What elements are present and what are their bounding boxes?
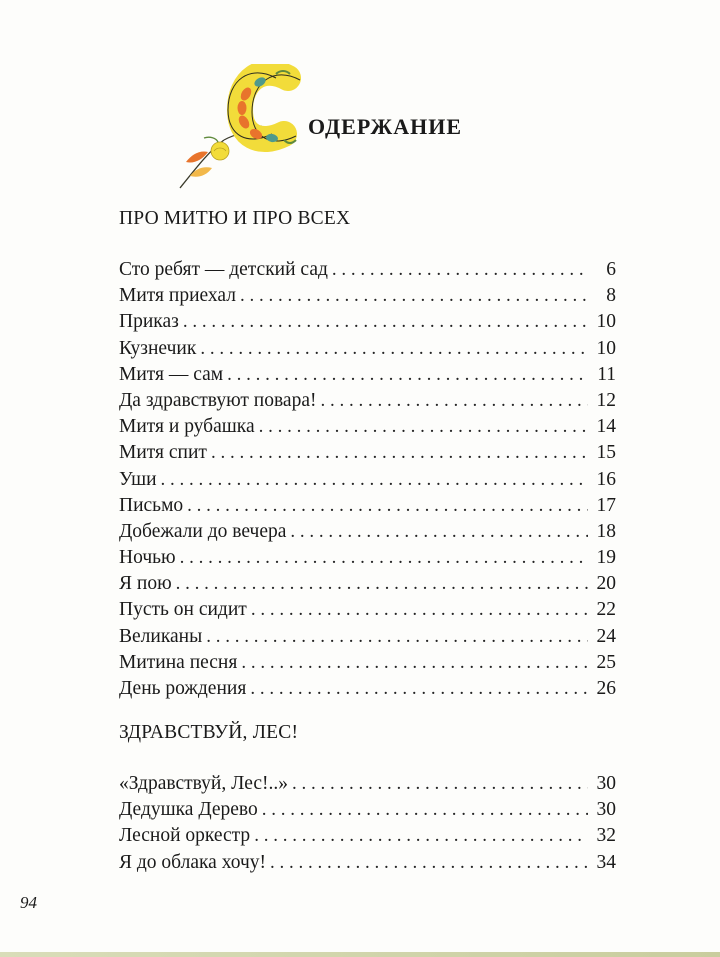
toc-entry-title: Добежали до вечера bbox=[119, 520, 287, 542]
toc-entry-title: День рождения bbox=[119, 678, 247, 699]
toc-entry-title: Я до облака хочу! bbox=[119, 851, 267, 873]
dot-leader bbox=[180, 545, 588, 571]
toc-entry-title: Уши bbox=[119, 468, 157, 490]
dot-leader bbox=[250, 676, 588, 702]
toc-entry-page: 10 bbox=[596, 311, 616, 333]
toc-entry-page: 16 bbox=[596, 468, 616, 490]
dot-leader bbox=[251, 597, 588, 623]
toc-entry-title: Великаны bbox=[119, 625, 203, 647]
toc-entry-title: Митя и рубашка bbox=[119, 416, 255, 438]
dot-leader bbox=[241, 650, 588, 676]
toc-entry-title: Письмо bbox=[119, 494, 184, 516]
toc-entry[interactable] bbox=[119, 823, 616, 849]
toc-entry[interactable] bbox=[119, 257, 616, 283]
contents-title-text: ОДЕРЖАНИЕ bbox=[308, 114, 463, 139]
section-heading: ЗДРАВСТВУЙ, ЛЕС! bbox=[119, 722, 299, 743]
dot-leader bbox=[206, 624, 588, 650]
decorative-initial-letter bbox=[176, 64, 311, 194]
toc-entry-page: 22 bbox=[596, 599, 616, 621]
toc-entry[interactable] bbox=[119, 388, 616, 414]
toc-entry[interactable] bbox=[119, 597, 616, 623]
toc-entry-page: 15 bbox=[596, 442, 616, 464]
toc-entry-title: Сто ребят — детский сад bbox=[119, 259, 328, 280]
toc-entry-title: «Здравствуй, Лес!..» bbox=[119, 773, 288, 794]
toc-entry-page: 17 bbox=[596, 494, 616, 516]
toc-entry-title: Ночью bbox=[119, 547, 176, 569]
toc-entry[interactable] bbox=[119, 771, 616, 797]
toc-entry[interactable] bbox=[119, 624, 616, 650]
toc-entry[interactable] bbox=[119, 362, 616, 388]
dot-leader bbox=[187, 493, 588, 519]
toc-entry-page: 30 bbox=[596, 773, 616, 794]
toc-entry[interactable] bbox=[119, 283, 616, 309]
toc-entry[interactable] bbox=[119, 676, 616, 702]
toc-entry[interactable] bbox=[119, 850, 616, 876]
toc-entry[interactable] bbox=[119, 309, 616, 335]
toc-entry-page: 19 bbox=[596, 547, 616, 569]
dot-leader bbox=[161, 467, 588, 493]
page-edge bbox=[0, 952, 720, 957]
toc-entry[interactable] bbox=[119, 440, 616, 466]
dot-leader bbox=[254, 823, 588, 849]
toc-entry-title: Митина песня bbox=[119, 651, 238, 673]
toc-entry-title: Пусть он сидит bbox=[119, 599, 247, 621]
dot-leader bbox=[332, 257, 588, 283]
toc-list bbox=[119, 257, 616, 702]
toc-entry-page: 14 bbox=[596, 416, 616, 438]
toc-entry-title: Митя спит bbox=[119, 442, 207, 464]
dot-leader bbox=[200, 336, 588, 362]
toc-list bbox=[119, 771, 616, 876]
toc-entry-page: 25 bbox=[596, 651, 616, 673]
dot-leader bbox=[320, 388, 588, 414]
toc-entry-title: Я пою bbox=[119, 573, 172, 595]
toc-entry-title: Митя приехал bbox=[119, 285, 236, 307]
toc-entry-title: Приказ bbox=[119, 311, 179, 333]
toc-entry-title: Да здравствуют повара! bbox=[119, 389, 317, 411]
dot-leader bbox=[292, 771, 588, 797]
toc-entry[interactable] bbox=[119, 545, 616, 571]
toc-entry[interactable] bbox=[119, 493, 616, 519]
toc-entry-title: Кузнечик bbox=[119, 337, 197, 359]
toc-entry-page: 10 bbox=[596, 337, 616, 359]
toc-entry-page: 20 bbox=[596, 573, 616, 595]
dot-leader bbox=[176, 571, 588, 597]
toc-entry-page: 34 bbox=[596, 851, 616, 873]
dot-leader bbox=[262, 797, 588, 823]
dot-leader bbox=[183, 309, 588, 335]
toc-entry-title: Лесной оркестр bbox=[119, 825, 251, 847]
contents-title bbox=[176, 64, 496, 194]
toc-entry[interactable] bbox=[119, 414, 616, 440]
dot-leader bbox=[270, 850, 588, 876]
dot-leader bbox=[259, 414, 588, 440]
section-heading: ПРО МИТЮ И ПРО ВСЕХ bbox=[119, 208, 351, 229]
dot-leader bbox=[211, 440, 588, 466]
dot-leader bbox=[240, 283, 588, 309]
toc-entry[interactable] bbox=[119, 650, 616, 676]
toc-entry-page: 26 bbox=[596, 678, 616, 699]
toc-entry-title: Дедушка Дерево bbox=[119, 799, 258, 821]
toc-entry[interactable] bbox=[119, 519, 616, 545]
page-number: 94 bbox=[20, 893, 37, 912]
dot-leader bbox=[227, 362, 588, 388]
toc-entry-page: 11 bbox=[597, 363, 616, 385]
toc-entry-title: Митя — сам bbox=[119, 363, 224, 385]
toc-entry-page: 8 bbox=[606, 285, 616, 307]
toc-entry-page: 6 bbox=[606, 259, 616, 280]
toc-entry[interactable] bbox=[119, 467, 616, 493]
dot-leader bbox=[290, 519, 588, 545]
toc-entry[interactable] bbox=[119, 797, 616, 823]
toc-entry[interactable] bbox=[119, 336, 616, 362]
toc-entry[interactable] bbox=[119, 571, 616, 597]
toc-entry-page: 18 bbox=[596, 520, 616, 542]
toc-entry-page: 32 bbox=[596, 825, 616, 847]
toc-entry-page: 30 bbox=[596, 799, 616, 821]
toc-entry-page: 24 bbox=[596, 625, 616, 647]
toc-entry-page: 12 bbox=[596, 389, 616, 411]
